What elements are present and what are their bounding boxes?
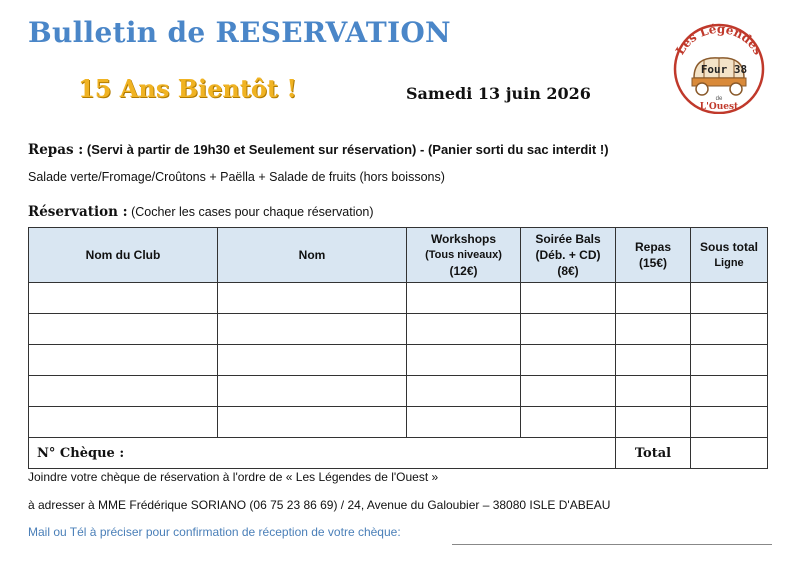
table-row <box>29 314 768 345</box>
wagon-wheel-icon <box>696 83 708 95</box>
repas-separator: - <box>416 142 428 157</box>
workshops-checkbox-cell[interactable] <box>407 283 521 314</box>
repas-checkbox-cell[interactable] <box>616 407 691 438</box>
contact-request: Mail ou Tél à préciser pour confirmation de réception de votre chèque: <box>28 525 401 539</box>
subtotal-cell[interactable] <box>691 283 768 314</box>
club-cell[interactable] <box>29 407 218 438</box>
col-header-repas: Repas (15€) <box>616 228 691 283</box>
col-header-nom: Nom <box>218 228 407 283</box>
repas-info <box>28 142 609 158</box>
soiree-checkbox-cell[interactable] <box>521 407 616 438</box>
table-row <box>29 283 768 314</box>
repas-note: (Panier sorti du sac interdit !) <box>427 142 609 157</box>
repas-checkbox-cell[interactable] <box>616 283 691 314</box>
contact-fill-line[interactable] <box>452 544 772 545</box>
repas-checkbox-cell[interactable] <box>616 345 691 376</box>
soiree-checkbox-cell[interactable] <box>521 283 616 314</box>
subtotal-cell[interactable] <box>691 376 768 407</box>
logo-arc-text: Les Légendes <box>672 21 766 58</box>
subtotal-cell[interactable] <box>691 314 768 345</box>
total-label: Total <box>616 438 691 469</box>
reservation-instruction: (Cocher les cases pour chaque réservation) <box>131 205 374 219</box>
workshops-checkbox-cell[interactable] <box>407 345 521 376</box>
club-cell[interactable] <box>29 283 218 314</box>
club-cell[interactable] <box>29 376 218 407</box>
reservation-info <box>28 204 374 220</box>
club-cell[interactable] <box>29 314 218 345</box>
nom-cell[interactable] <box>218 314 407 345</box>
mailing-address: à adresser à MME Frédérique SORIANO (06 75 23 86 69) / 24, Avenue du Galoubier – 38080 ISLE D'ABEAU <box>28 498 611 512</box>
logo-bottom-text: L'Ouest <box>699 102 739 112</box>
nom-cell[interactable] <box>218 345 407 376</box>
reservation-label: Réservation : <box>28 204 128 220</box>
table-footer-row <box>29 438 768 469</box>
page-title: Bulletin de RESERVATION <box>28 16 451 49</box>
total-value-cell[interactable] <box>691 438 768 469</box>
logo-middle-text: Four 38 <box>700 63 748 76</box>
nom-cell[interactable] <box>218 407 407 438</box>
workshops-checkbox-cell[interactable] <box>407 314 521 345</box>
repas-checkbox-cell[interactable] <box>616 314 691 345</box>
wagon-wheel-icon <box>730 83 742 95</box>
table-row <box>29 407 768 438</box>
club-cell[interactable] <box>29 345 218 376</box>
anniversary-subtitle: 15 Ans Bientôt ! <box>78 74 297 103</box>
club-logo <box>664 16 774 114</box>
col-header-club: Nom du Club <box>29 228 218 283</box>
table-row <box>29 345 768 376</box>
soiree-checkbox-cell[interactable] <box>521 376 616 407</box>
reservation-table <box>28 227 768 469</box>
col-header-soiree: Soirée Bals (Déb. + CD) (8€) <box>521 228 616 283</box>
workshops-checkbox-cell[interactable] <box>407 376 521 407</box>
nom-cell[interactable] <box>218 376 407 407</box>
payment-instruction: Joindre votre chèque de réservation à l'ordre de « Les Légendes de l'Ouest » <box>28 470 439 484</box>
cheque-number-field[interactable]: N° Chèque : <box>29 438 616 469</box>
repas-menu: Salade verte/Fromage/Croûtons + Paëlla + Salade de fruits (hors boissons) <box>28 170 445 184</box>
repas-checkbox-cell[interactable] <box>616 376 691 407</box>
workshops-checkbox-cell[interactable] <box>407 407 521 438</box>
nom-cell[interactable] <box>218 283 407 314</box>
subtotal-cell[interactable] <box>691 345 768 376</box>
table-header-row <box>29 228 768 283</box>
col-header-workshops: Workshops (Tous niveaux) (12€) <box>407 228 521 283</box>
soiree-checkbox-cell[interactable] <box>521 314 616 345</box>
table-row <box>29 376 768 407</box>
subtotal-cell[interactable] <box>691 407 768 438</box>
soiree-checkbox-cell[interactable] <box>521 345 616 376</box>
event-date: Samedi 13 juin 2026 <box>406 84 591 103</box>
col-header-sous-total: Sous total Ligne <box>691 228 768 283</box>
logo-small-text: de <box>715 96 723 102</box>
repas-label: Repas : <box>28 142 84 158</box>
repas-detail: (Servi à partir de 19h30 et Seulement sur réservation) <box>86 142 417 157</box>
